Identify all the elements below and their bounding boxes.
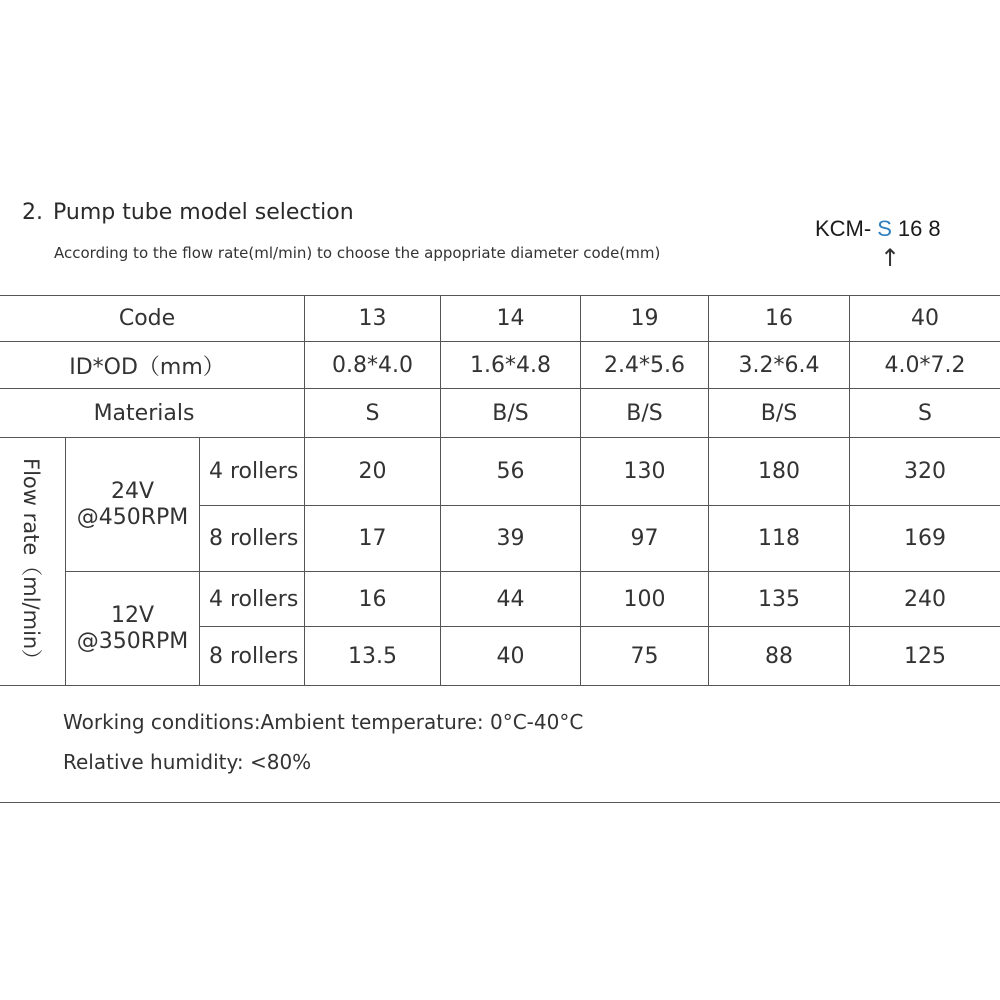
model-roller-code: 8 bbox=[928, 216, 941, 241]
materials-cell: B/S bbox=[626, 400, 663, 426]
idod-cell: 2.4*5.6 bbox=[604, 352, 685, 378]
flow-cell: 56 bbox=[496, 459, 525, 484]
model-size-code: 16 bbox=[897, 216, 923, 241]
condition-24v bbox=[66, 438, 199, 571]
flow-cell: 75 bbox=[630, 643, 659, 669]
flow-cell: 40 bbox=[496, 643, 525, 669]
flow-cell: 88 bbox=[765, 643, 793, 669]
model-prefix: KCM- bbox=[815, 216, 872, 241]
code-cell: 40 bbox=[911, 306, 939, 331]
flow-cell: 100 bbox=[623, 586, 666, 612]
section-title: Pump tube model selection bbox=[53, 200, 354, 225]
section-number: 2. bbox=[22, 200, 43, 225]
model-material-code: S bbox=[877, 216, 892, 241]
section-subtitle: According to the flow rate(ml/min) to choose the appopriate diameter code(mm) bbox=[54, 244, 661, 262]
flow-rate-label: Flow rate（ml/min） bbox=[19, 458, 43, 671]
flow-cell: 20 bbox=[358, 459, 387, 484]
flow-cell: 39 bbox=[496, 526, 525, 551]
code-cell: 14 bbox=[496, 306, 525, 331]
row-label-materials: Materials bbox=[93, 400, 195, 426]
section-heading bbox=[22, 200, 354, 225]
voltage-label: 12V bbox=[110, 602, 155, 628]
voltage-label: 24V bbox=[110, 478, 155, 504]
materials-cell: B/S bbox=[760, 400, 798, 426]
arrow-up-icon: ↑ bbox=[880, 244, 901, 272]
flow-cell: 169 bbox=[904, 526, 946, 551]
flow-cell: 97 bbox=[630, 526, 659, 551]
code-cell: 13 bbox=[358, 306, 387, 331]
code-cell: 16 bbox=[765, 306, 793, 331]
materials-cell: B/S bbox=[492, 400, 529, 426]
rpm-label: @450RPM bbox=[76, 504, 189, 530]
flow-cell: 17 bbox=[358, 526, 387, 551]
flow-cell: 13.5 bbox=[348, 643, 397, 669]
rpm-label: @350RPM bbox=[76, 628, 189, 654]
flow-cell: 180 bbox=[758, 459, 800, 484]
table-border-bottom bbox=[0, 685, 1000, 686]
rollers-label: 4 rollers bbox=[209, 459, 299, 484]
materials-cell: S bbox=[365, 400, 380, 426]
flow-cell: 135 bbox=[758, 586, 800, 612]
rollers-label: 8 rollers bbox=[209, 643, 299, 669]
flow-cell: 16 bbox=[358, 586, 387, 612]
rollers-label: 4 rollers bbox=[209, 586, 299, 612]
humidity-note: Relative humidity: <80% bbox=[63, 750, 312, 774]
model-code bbox=[815, 216, 941, 242]
notes-border-bottom bbox=[0, 802, 1000, 803]
code-cell: 19 bbox=[630, 306, 659, 331]
rollers-label: 8 rollers bbox=[209, 526, 299, 551]
materials-cell: S bbox=[918, 400, 932, 426]
flow-cell: 240 bbox=[904, 586, 946, 612]
idod-cell: 1.6*4.8 bbox=[470, 352, 551, 378]
working-conditions-note: Working conditions:Ambient temperature: 0°C-40°C bbox=[63, 710, 584, 734]
flow-cell: 320 bbox=[904, 459, 946, 484]
idod-cell: 0.8*4.0 bbox=[332, 352, 413, 378]
flow-cell: 118 bbox=[758, 526, 800, 551]
flow-cell: 125 bbox=[904, 643, 946, 669]
condition-12v bbox=[66, 572, 199, 685]
idod-cell: 4.0*7.2 bbox=[884, 352, 966, 378]
flow-cell: 44 bbox=[496, 586, 525, 612]
row-label-code: Code bbox=[118, 306, 176, 331]
flow-cell: 130 bbox=[623, 459, 666, 484]
row-label-idod: ID*OD（mm） bbox=[69, 354, 225, 380]
idod-cell: 3.2*6.4 bbox=[738, 352, 820, 378]
